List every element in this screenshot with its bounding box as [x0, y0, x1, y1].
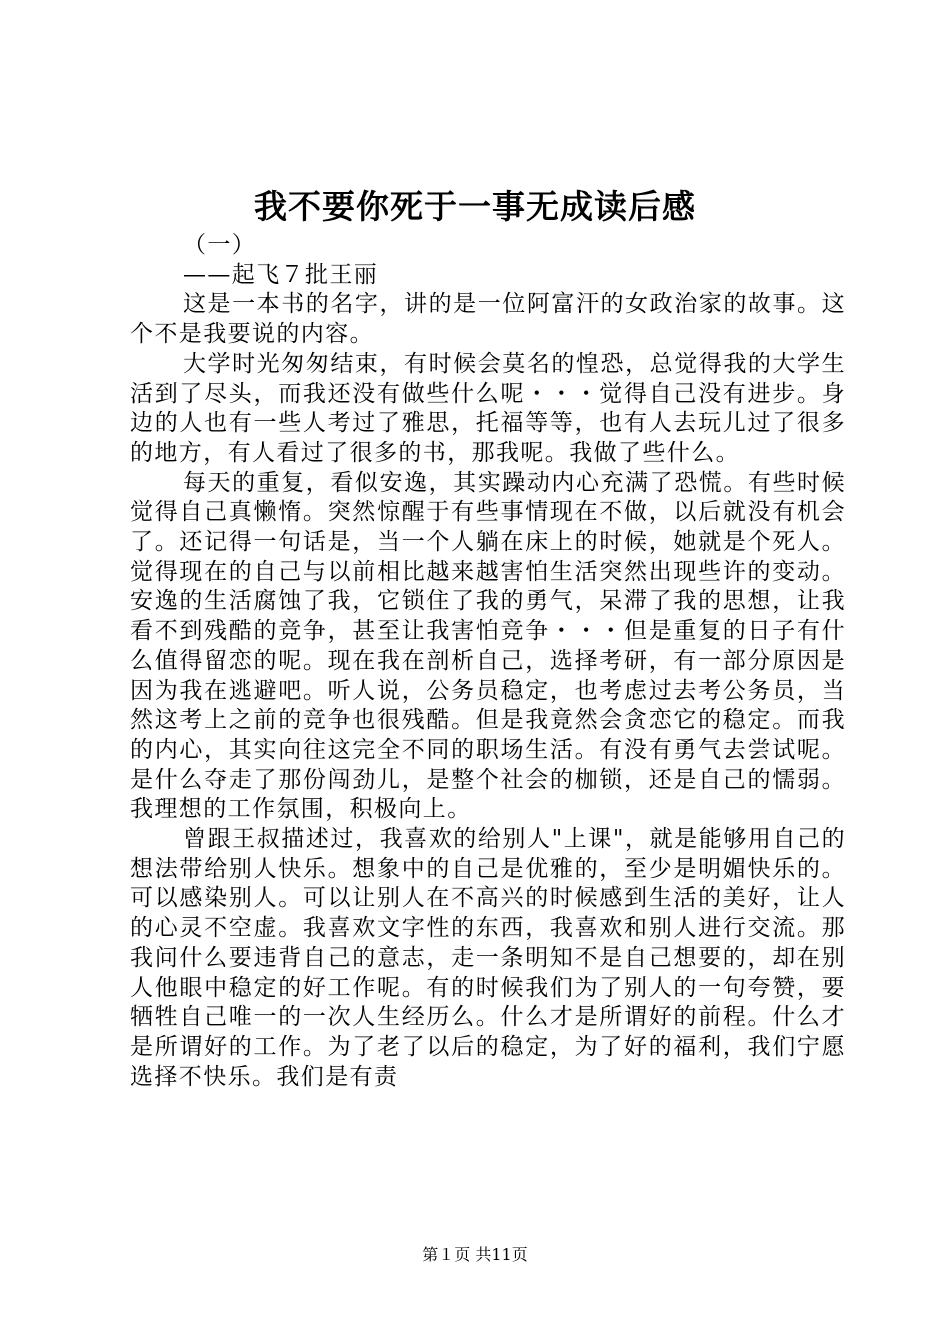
paragraph-4: 曾跟王叔描述过，我喜欢的给别人"上课"，就是能够用自己的想法带给别人快乐。想象中的自己是优雅的，至少是明媚快乐的。可以感染别人。可以让别人在不高兴的时候感到生活的美好，让人的心灵不空虚。我喜欢文字性的东西，我喜欢和别人进行交流。那我问什么要违背自己的意志，走一条明知不是自己想要的，却在别人他眼中稳定的好工作呢。有的时候我们为了别人的一句夸赞，要牺牲自己唯一的一次人生经历么。什么才是所谓好的前程。什么才是所谓好的工作。为了老了以后的稳定，为了好的福利，我们宁愿选择不快乐。我们是有责	[130, 826, 846, 1090]
paragraph-1: 这是一本书的名字，讲的是一位阿富汗的女政治家的故事。这个不是我要说的内容。	[130, 291, 846, 348]
page-footer: 第１页 共11页	[422, 1245, 528, 1264]
document-title: 我不要你死于一事无成读后感	[254, 187, 696, 226]
paragraph-3: 每天的重复，看似安逸，其实躁动内心充满了恐慌。有些时候觉得自己真懒惰。突然惊醒于有些事情现在不做，以后就没有机会了。还记得一句话是，当一个人躺在床上的时候，她就是个死人。觉得现在的自己与以前相比越来越害怕生活突然出现些许的变动。安逸的生活腐蚀了我，它锁住了我的勇气，呆滞了我的思想，让我看不到残酷的竞争，甚至让我害怕竞争・・・但是重复的日子有什么值得留恋的呢。现在我在剖析自己，选择考研，有一部分原因是因为我在逃避吧。听人说，公务员稳定，也考虑过去考公务员，当然这考上之前的竞争也很残酷。但是我竟然会贪恋它的稳定。而我的内心，其实向往这完全不同的职场生活。有没有勇气去尝试呢。是什么夺走了那份闯劲儿，是整个社会的枷锁，还是自己的懦弱。我理想的工作氛围，积极向上。	[130, 469, 846, 823]
document-body	[130, 231, 846, 1092]
paragraph-2: 大学时光匆匆结束，有时候会莫名的惶恐，总觉得我的大学生活到了尽头，而我还没有做些什么呢・・・觉得自己没有进步。身边的人也有一些人考过了雅思，托福等等，也有人去玩儿过了很多的地方，有人看过了很多的书，那我呢。我做了些什么。	[130, 350, 846, 466]
author-line: ——起飞７批王丽	[183, 261, 379, 288]
section-number: （一）	[183, 232, 257, 258]
